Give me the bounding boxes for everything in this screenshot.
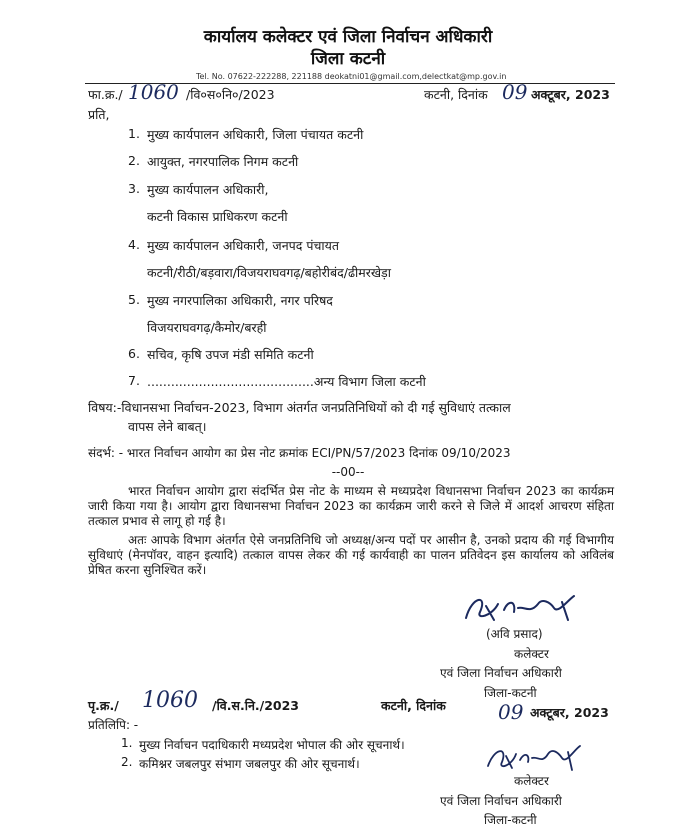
recipient-1-num: 1. bbox=[128, 126, 140, 141]
endorsement-month-year: अक्टूबर, 2023 bbox=[530, 705, 609, 720]
body-paragraph-2: अतः आपके विभाग अंतर्गत ऐसे जनप्रतिनिधि जो अध्यक्ष/अन्य पदों पर आसीन है, उनको प्रदाय की गई विभागीय सुविधाएं (मेनपॉवर, वाहन इत्यादि) तत्काल वापस लेकर की गई कार्यवाही का पालन प्रतिवेदन इस कार्यालय को अविलंब प्रेषित करना सुनिश्चित करें। bbox=[88, 533, 614, 577]
recipient-7-num: 7. bbox=[128, 373, 140, 388]
ref-prefix: फा.क्र./ bbox=[88, 87, 123, 102]
signature-1-mark bbox=[458, 590, 598, 630]
district-title: जिला कटनी bbox=[310, 49, 386, 69]
office-title: कार्यालय कलेक्टर एवं जिला निर्वाचन अधिकारी bbox=[203, 27, 493, 47]
recipient-2-line: आयुक्त, नगरपालिक निगम कटनी bbox=[147, 154, 299, 169]
recipient-6-num: 6. bbox=[128, 346, 140, 361]
ref-number-handwritten: 1060 bbox=[128, 80, 179, 104]
signatory-title: कलेक्टर bbox=[514, 647, 549, 661]
recipient-5-line-2: विजयराघवगढ़/कैमोर/बरही bbox=[147, 320, 267, 335]
recipient-3-num: 3. bbox=[128, 181, 140, 196]
recipient-4-line-1: मुख्य कार्यपालन अधिकारी, जनपद पंचायत bbox=[147, 238, 340, 253]
recipient-7-line: ..........................................अन्य विभाग जिला कटनी bbox=[147, 374, 426, 389]
signatory-role: एवं जिला निर्वाचन अधिकारी bbox=[440, 666, 562, 680]
copy-item-1-num: 1. bbox=[121, 736, 133, 750]
endorsement-suffix: /वि.स.नि./2023 bbox=[212, 698, 299, 713]
signatory-2-title: कलेक्टर bbox=[514, 774, 549, 788]
to-label: प्रति, bbox=[88, 107, 110, 122]
ref-place-date: कटनी, दिनांक bbox=[424, 87, 488, 102]
subject-line-2: वापस लेने बाबत्। bbox=[128, 419, 207, 434]
endorsement-place-date: कटनी, दिनांक bbox=[381, 698, 446, 713]
recipient-4-line-2: कटनी/रीठी/बड़वारा/विजयराघवगढ़/बहोरीबंद/ढीमरखेड़ा bbox=[147, 265, 391, 280]
recipient-3-line-2: कटनी विकास प्राधिकरण कटनी bbox=[147, 209, 288, 224]
signatory-2-district: जिला-कटनी bbox=[484, 813, 537, 827]
signatory-district: जिला-कटनी bbox=[484, 686, 537, 700]
signatory-2-role: एवं जिला निर्वाचन अधिकारी bbox=[440, 794, 562, 808]
copy-item-1-text: मुख्य निर्वाचन पदाधिकारी मध्यप्रदेश भोपाल की ओर सूचनार्थ। bbox=[139, 738, 405, 752]
ref-day-handwritten: 09 bbox=[502, 80, 528, 104]
reference-line: संदर्भ: - भारत निर्वाचन आयोग का प्रेस नोट क्रमांक ECI/PN/57/2023 दिनांक 09/10/2023 bbox=[88, 446, 511, 460]
recipient-3-line-1: मुख्य कार्यपालन अधिकारी, bbox=[147, 182, 269, 197]
copy-item-2-num: 2. bbox=[121, 755, 133, 769]
signature-2-mark bbox=[482, 742, 592, 776]
ref-month-year: अक्टूबर, 2023 bbox=[531, 87, 610, 102]
subject-line-1: विषय:-विधानसभा निर्वाचन-2023, विभाग अंतर्गत जनप्रतिनिधियों को दी गई सुविधाएं तत्काल bbox=[88, 400, 511, 415]
copy-label: प्रतिलिपि: - bbox=[88, 718, 139, 732]
ref-suffix: /वि०स०नि०/2023 bbox=[186, 87, 275, 102]
endorsement-day-handwritten: 09 bbox=[498, 700, 524, 724]
body-paragraph-1: भारत निर्वाचन आयोग द्वारा संदर्भित प्रेस नोट के माध्यम से मध्यप्रदेश विधानसभा निर्वाचन 2023 का कार्यक्रम जारी किया गया है। आयोग द्वारा विधानसभा निर्वाचन 2023 का कार्यक्रम जारी करने से जिले में आदर्श आचरण संहिता तत्काल प्रभाव से लागू हो गई है। bbox=[88, 484, 614, 528]
recipient-5-num: 5. bbox=[128, 292, 140, 307]
recipient-6-line: सचिव, कृषि उपज मंडी समिति कटनी bbox=[147, 347, 314, 362]
contact-line: Tel. No. 07622-222288, 221188 deokatni01@gmail.com,delectkat@mp.gov.in bbox=[196, 72, 507, 81]
signatory-name: (अवि प्रसाद) bbox=[486, 627, 543, 641]
separator: --00-- bbox=[331, 465, 365, 479]
copy-item-2-text: कमिश्नर जबलपुर संभाग जबलपुर की ओर सूचनार्थ। bbox=[139, 757, 360, 771]
recipient-2-num: 2. bbox=[128, 153, 140, 168]
recipient-5-line-1: मुख्य नगरपालिका अधिकारी, नगर परिषद bbox=[147, 293, 333, 308]
endorsement-number-handwritten: 1060 bbox=[142, 688, 198, 713]
recipient-1-line: मुख्य कार्यपालन अधिकारी, जिला पंचायत कटनी bbox=[147, 127, 364, 142]
recipient-4-num: 4. bbox=[128, 237, 140, 252]
endorsement-prefix: पृ.क्र./ bbox=[88, 698, 119, 713]
